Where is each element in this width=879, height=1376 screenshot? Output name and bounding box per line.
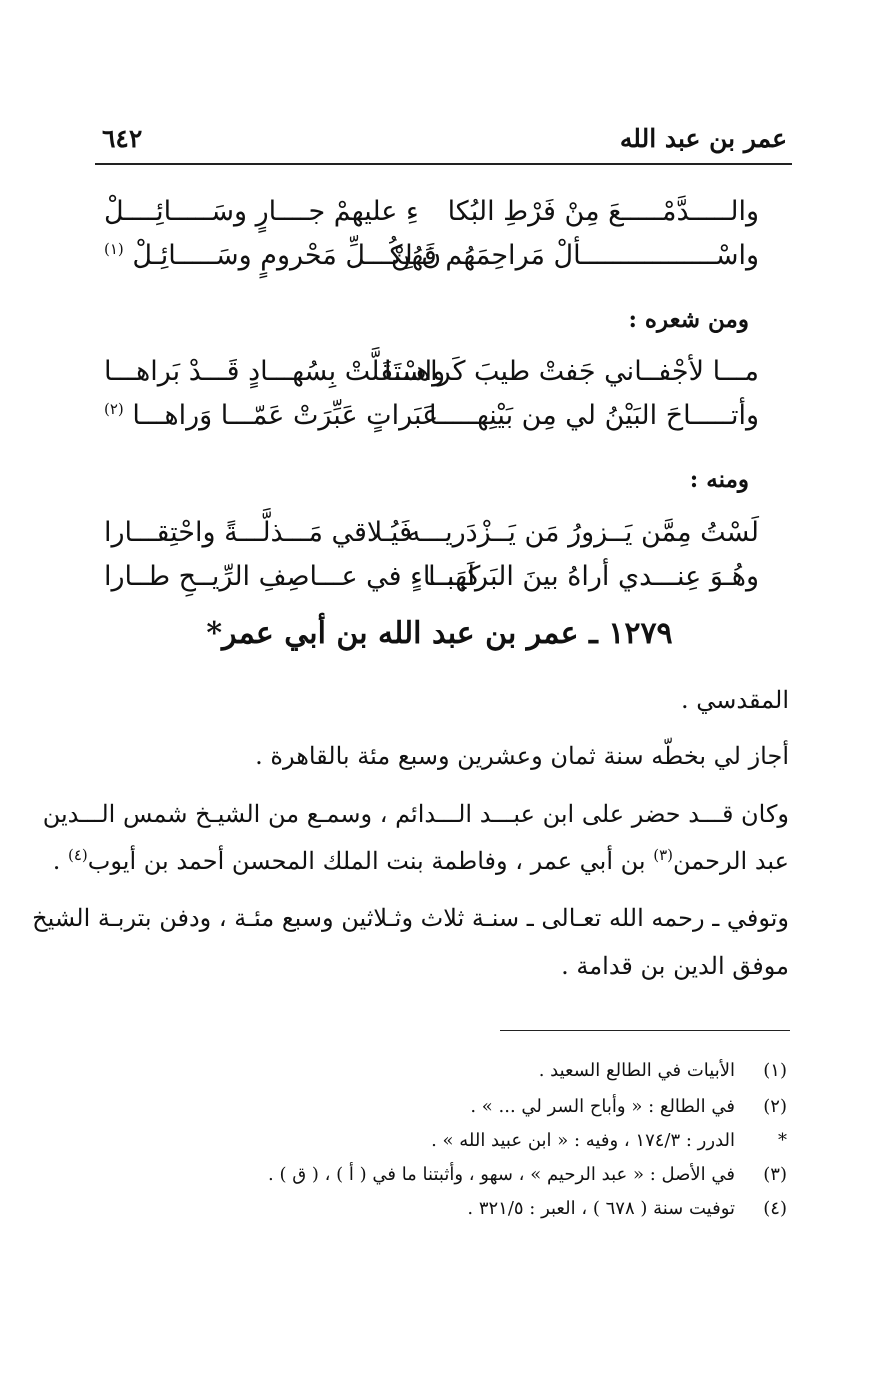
verse-3-second-hemistich: واسْتَقَلَّتْ بِسُهـــادٍ قَـــدْ بَراهـــا [104, 356, 446, 387]
footnote-2-number: (٢) [763, 1096, 787, 1117]
footnote-3-text: في الأصل : « عبد الرحيم » ، سهو ، وأثبتنا ما في ( أ ) ، ( ق ) . [268, 1164, 735, 1185]
paragraph-ijaza: أجاز لي بخطّه سنة ثمان وعشرين وسبع مئة بالقاهرة . [255, 742, 789, 770]
intro-and-from-it: ومنه : [689, 466, 749, 493]
paragraph-hearing-line-2 [53, 846, 789, 875]
footnote-1-number: (١) [763, 1060, 787, 1081]
footnote-2 [470, 1096, 787, 1117]
verse-4-second-hemistich [104, 400, 438, 431]
paragraph-death-line-2: موفق الدين بن قدامة . [561, 952, 789, 980]
paragraph-hearing-line-1: وكان قـــد حضر على ابن عبـــد الـــدائم ، وسمـع من الشيـخ شمس الـــدين [42, 800, 789, 828]
footnote-marker-1: (١) [104, 240, 124, 258]
footnote-1 [539, 1060, 787, 1081]
footnote-3-number: (٣) [763, 1164, 787, 1185]
paragraph-death-line-1: وتوفي ـ رحمه الله تعـالى ـ سنـة ثلاث وثـلاثين وسبع مئـة ، ودفن بتربـة الشيخ [32, 904, 789, 932]
footnote-marker-2: (٢) [104, 400, 124, 418]
intro-his-poetry: ومن شعره : [628, 306, 749, 333]
footnote-marker-4: (٤) [68, 846, 88, 864]
verse-3-first-hemistich: مـــا لأجْفــاني جَفتْ طيبَ كَراهـــا [383, 356, 759, 387]
paragraph-nisba: المقدسي . [681, 686, 789, 714]
verse-5-first-hemistich: لَسْتُ مِمَّن يَــزورُ مَن يَــزْدَريـــه [406, 517, 759, 548]
verse-2-first-hemistich: واسْـــــــــــــــــألْ مَراحِمَهُم فَهُنْ [390, 240, 759, 271]
footnote-4-text: توفيت سنة ( ٦٧٨ ) ، العبر : ٣٢١/٥ . [467, 1198, 735, 1219]
footnote-star-text: الدرر : ١٧٤/٣ ، وفيه : « ابن عبيد الله » . [431, 1130, 735, 1151]
footnote-3 [268, 1164, 787, 1185]
hearing-text-c: . [52, 847, 68, 875]
verse-6-first-hemistich: وهُـوَ عِنـــدي أراهُ بينَ البَرايـــا [428, 561, 759, 592]
verse-1-second-hemistich: ءِ عليهمْ جــــارٍ وسَـــــائِــــلْ [104, 196, 419, 227]
footnote-rule [500, 1030, 790, 1031]
verse-4-second-text: عَبَراتٍ عَبِّرَتْ عَمّـــا وَراهـــا [132, 400, 439, 431]
verse-5-second-hemistich: فَيُـلاقي مَـــذلَّـــةً واحْتِقـــارا [104, 517, 412, 548]
footnote-4-number: (٤) [763, 1198, 787, 1219]
footnote-star-marker: * [778, 1130, 787, 1151]
running-header-title: عمر بن عبد الله [619, 124, 787, 153]
verse-2-second-hemistich [104, 240, 441, 271]
verse-1-first-hemistich: والـــــدَّمْـــــعَ مِنْ فَرْطِ البُكا [447, 196, 759, 227]
footnote-2-text: في الطالع : « وأباح السر لي ... » . [470, 1096, 735, 1117]
footnote-4 [467, 1198, 787, 1219]
verse-4-first-hemistich: وأتـــــاحَ البَيْنُ لي مِن بَيْنِهـــــا [429, 400, 759, 431]
footnote-marker-3: (٣) [653, 846, 673, 864]
header-rule [95, 163, 792, 165]
hearing-text-a: عبد الرحمن [673, 847, 789, 875]
footnote-1-text: الأبيات في الطالع السعيد . [538, 1060, 735, 1081]
hearing-text-b: بن أبي عمر ، وفاطمة بنت الملك المحسن أحمد بن أيوب [87, 847, 654, 875]
entry-title: ١٢٧٩ ـ عمر بن عبد الله بن أبي عمر* [206, 616, 673, 651]
page-number: ٦٤٢ [102, 124, 143, 153]
footnote-star [431, 1130, 787, 1151]
verse-2-second-text: نَ لِكُـــلِّ مَحْرومٍ وسَـــــائِـلْ [132, 240, 442, 271]
verse-6-second-hemistich: كَهَبــاءٍ في عـــاصِفِ الرِّيــحِ طــارا [104, 561, 481, 592]
